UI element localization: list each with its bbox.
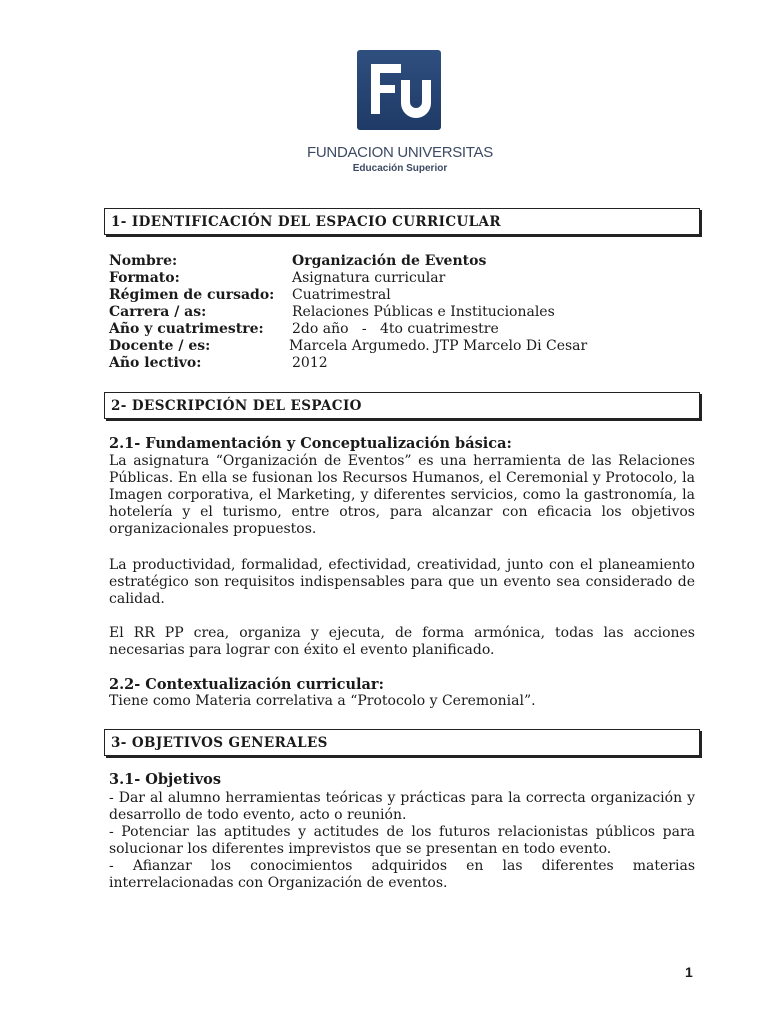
field-label: Formato: bbox=[109, 270, 180, 286]
field-value: Cuatrimestral bbox=[292, 287, 391, 303]
field-label: Régimen de cursado: bbox=[109, 287, 275, 303]
field-value: Organización de Eventos bbox=[292, 253, 487, 269]
objective-1: - Dar al alumno herramientas teóricas y prácticas para la correcta organización y desarrollo de todo evento, acto o reunión. bbox=[109, 790, 695, 823]
fu-logo-icon bbox=[357, 50, 441, 130]
objective-3: - Afianzar los conocimientos adquiridos en las diferentes materias interrelacionadas con Organización de eventos. bbox=[109, 858, 695, 891]
page-number: 1 bbox=[685, 964, 693, 980]
field-value: 2012 bbox=[292, 355, 328, 371]
section-1-header: 1- IDENTIFICACIÓN DEL ESPACIO CURRICULAR bbox=[104, 208, 700, 235]
paragraph-fundamentacion: La asignatura “Organización de Eventos” es una herramienta de las Relaciones Públicas. En ella se fusionan los Recursos Humanos, el Ceremonial y Protocolo, la Imagen corporativa, el Marketing, y diferentes servicios, como la gastronomía, la hotelería y el turismo, entre otros, para alcanzar con eficacia los objetivos organizacionales propuestos. bbox=[109, 453, 695, 537]
subsection-3-1-title: 3.1- Objetivos bbox=[109, 771, 221, 788]
field-label: Docente / es: bbox=[109, 338, 211, 354]
field-label: Carrera / as: bbox=[109, 304, 207, 320]
field-value: Marcela Argumedo. JTP Marcelo Di Cesar bbox=[289, 338, 588, 354]
paragraph-correlativa: Tiene como Materia correlativa a “Protocolo y Ceremonial”. bbox=[109, 693, 536, 709]
subsection-2-2-title: 2.2- Contextualización curricular: bbox=[109, 676, 384, 693]
subsection-2-1-title: 2.1- Fundamentación y Conceptualización básica: bbox=[109, 435, 512, 452]
org-name: FUNDACION UNIVERSITAS bbox=[307, 144, 493, 161]
field-label: Nombre: bbox=[109, 253, 178, 269]
section-3-header: 3- OBJETIVOS GENERALES bbox=[104, 729, 700, 756]
paragraph-rrpp: El RR PP crea, organiza y ejecuta, de forma armónica, todas las acciones necesarias para lograr con éxito el evento planificado. bbox=[109, 625, 695, 658]
section-2-header: 2- DESCRIPCIÓN DEL ESPACIO bbox=[104, 392, 700, 419]
fu-logo bbox=[357, 50, 441, 130]
objective-2: - Potenciar las aptitudes y actitudes de los futuros relacionistas públicos para solucionar los diferentes imprevistos que se presentan en todo evento. bbox=[109, 824, 695, 857]
field-value: Relaciones Públicas e Institucionales bbox=[292, 304, 555, 320]
paragraph-productividad: La productividad, formalidad, efectividad, creatividad, junto con el planeamiento estratégico son requisitos indispensables para que un evento sea considerado de calidad. bbox=[109, 557, 695, 607]
field-value: Asignatura curricular bbox=[292, 270, 446, 286]
field-label: Año y cuatrimestre: bbox=[109, 321, 264, 337]
field-label: Año lectivo: bbox=[109, 355, 202, 371]
field-value: 2do año - 4to cuatrimestre bbox=[292, 321, 499, 337]
org-subtitle: Educación Superior bbox=[352, 163, 448, 174]
